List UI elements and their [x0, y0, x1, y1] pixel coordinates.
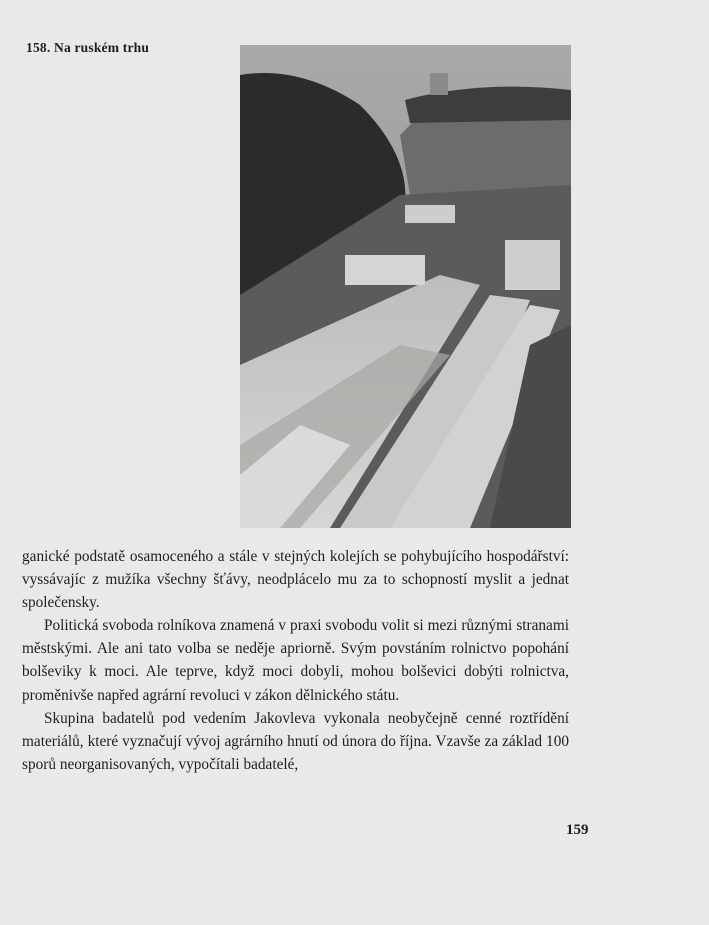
paragraph: Skupina badatelů pod vedením Jakovleva vykonala neobyčejně cenné roztřídění materiálů, které vyznačují vývoj agrárního hnutí od února do října. Vzavše za základ 100 sporů neorganisovaných, vypočítali badatelé, [22, 709, 569, 773]
figure-caption: 158. Na ruském trhu [26, 40, 150, 55]
paragraph: ganické podstatě osamoceného a stále v stejných kolejích se pohybujícího hospodářství: vyssávajíc z mužíka všechny šťávy, neodplácelo mu za to schopností myslit a jednat společensky. [22, 548, 569, 612]
body-text [22, 545, 569, 776]
page-number: 159 [566, 822, 589, 838]
market-photo [240, 45, 571, 528]
paragraph: Politická svoboda rolníkova znamená v praxi svobodu volit si mezi různými stranami městskými. Ale ani tato volba se neděje apriorně. Svým povstáním rolnictvo popohání bolševiky k moci. Ale teprve, když moci dobyli, mohou bolševici dobýti rolnictva, proměnivše napřed agrární revoluci v zákon dělnického státu. [22, 617, 569, 704]
